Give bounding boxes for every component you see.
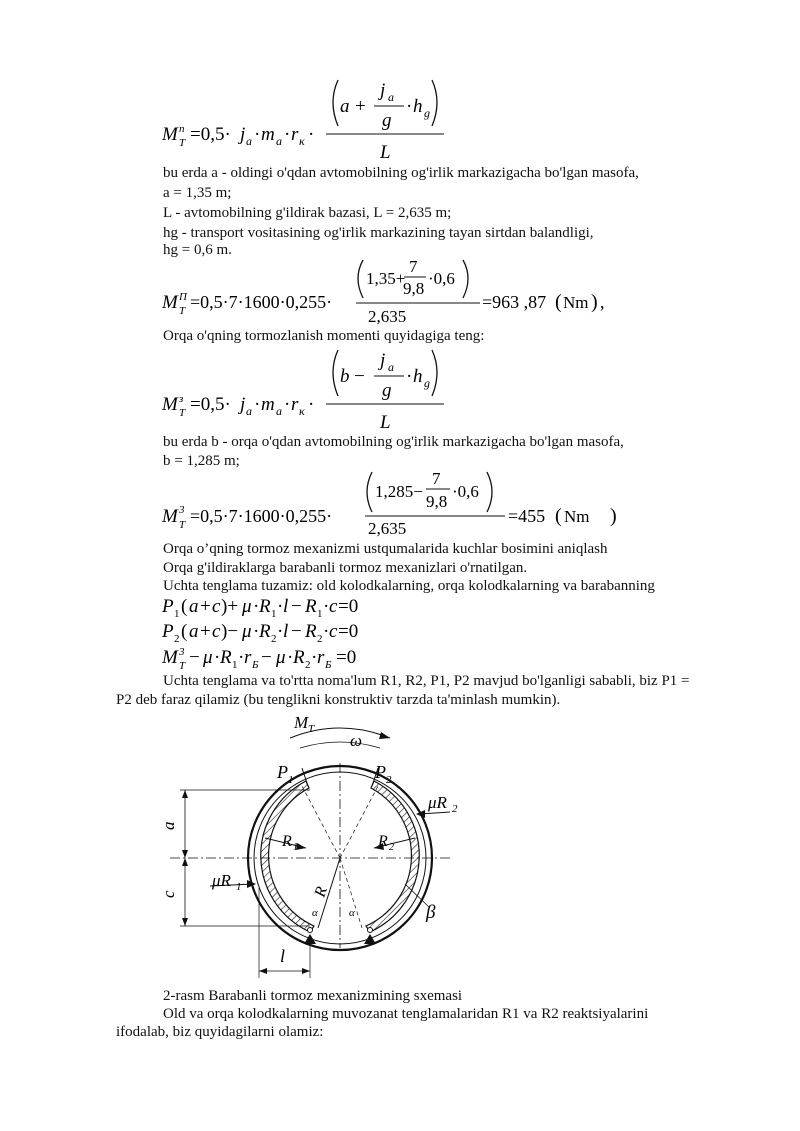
svg-text:=0: =0 (338, 596, 359, 617)
svg-text:·: · (238, 647, 245, 668)
svg-text:=0,5·7·1600·0,255·: =0,5·7·1600·0,255· (190, 506, 333, 526)
svg-text:r: r (291, 124, 299, 145)
svg-text:)−: )− (221, 621, 239, 642)
svg-text:=963 ,87: =963 ,87 (482, 292, 547, 312)
svg-text:=0,5·: =0,5· (190, 124, 231, 145)
svg-text:κ: κ (299, 134, 305, 148)
paragraph-three-equations: Uchta tenglama tuzamiz: old kolodkalarning, orqa kolodkalarning va barabanning (163, 578, 655, 594)
svg-text:−: − (261, 647, 272, 668)
svg-text:1: 1 (288, 774, 294, 786)
svg-text:·: · (254, 394, 261, 415)
svg-text:2: 2 (271, 633, 277, 645)
svg-text:1: 1 (317, 608, 323, 620)
svg-text:l: l (283, 621, 289, 642)
label-mur2: μR (428, 793, 447, 812)
svg-text:j: j (240, 394, 246, 415)
equation-rear-moment-calculation (160, 466, 630, 538)
svg-text:=455: =455 (508, 506, 546, 526)
svg-text:a: a (276, 134, 282, 148)
svg-text:M: M (162, 506, 178, 527)
svg-text:·: · (214, 647, 221, 668)
svg-text:T: T (179, 305, 186, 317)
value-b: b = 1,285 m; (163, 453, 240, 469)
svg-text:R: R (305, 621, 317, 642)
svg-text:2: 2 (386, 774, 392, 786)
svg-text:−: − (354, 366, 365, 387)
svg-text:c: c (329, 596, 338, 617)
label-beta: β (426, 902, 436, 923)
paragraph-a-definition: bu erda a - oldingi o'qdan avtomobilning og'irlik markazigacha bo'lgan masofa, (163, 165, 639, 181)
svg-text:·: · (284, 124, 291, 145)
svg-text:1,35+: 1,35+ (366, 269, 406, 288)
svg-text:c: c (329, 621, 338, 642)
svg-text:g: g (382, 380, 392, 401)
svg-text:1: 1 (232, 659, 238, 671)
svg-text:·: · (406, 366, 413, 387)
svg-text:T: T (308, 723, 315, 735)
svg-text:c: c (212, 596, 221, 617)
svg-text:T: T (179, 137, 186, 149)
svg-text:з: з (179, 393, 184, 405)
svg-text:·: · (284, 394, 291, 415)
label-c: c (159, 890, 178, 898)
svg-text:M: M (162, 124, 178, 145)
svg-text:a: a (246, 134, 252, 148)
label-alpha-2: α (349, 907, 355, 919)
svg-text:1: 1 (174, 608, 180, 620)
svg-text:r: r (291, 394, 299, 415)
svg-text:+: + (200, 596, 211, 617)
svg-text:κ: κ (299, 404, 305, 418)
svg-text:3: 3 (179, 646, 185, 658)
svg-text:·0,6: ·0,6 (452, 482, 479, 501)
value-hg: hg = 0,6 m. (163, 242, 232, 258)
svg-text:−: − (291, 621, 302, 642)
svg-text:a: a (189, 596, 199, 617)
svg-text:c: c (212, 621, 221, 642)
svg-text:)+: )+ (221, 596, 239, 617)
drum-brake-diagram (150, 708, 490, 980)
svg-text:−: − (189, 647, 200, 668)
svg-text:·: · (254, 124, 261, 145)
svg-text:·: · (253, 621, 260, 642)
svg-text:2: 2 (389, 842, 394, 853)
svg-text:=0: =0 (338, 621, 359, 642)
svg-text:j: j (380, 80, 386, 101)
svg-text:): ) (610, 505, 617, 527)
svg-text:j: j (240, 124, 246, 145)
svg-text:2,635: 2,635 (368, 519, 407, 538)
svg-text:μ: μ (242, 621, 252, 642)
paragraph-assumption: P2 deb faraz qilamiz (bu tenglikni konstruktiv tarzda ta'minlash mumkin). (116, 692, 561, 708)
svg-text:Б: Б (325, 659, 332, 671)
svg-text:·: · (308, 124, 315, 145)
svg-text:R: R (305, 596, 317, 617)
paragraph-b-definition: bu erda b - orqa o'qdan avtomobilning og'irlik markazigacha bo'lgan masofa, (163, 434, 624, 450)
label-r2: R (378, 833, 388, 850)
svg-text:b: b (340, 366, 350, 387)
svg-text:2: 2 (174, 633, 180, 645)
svg-text:2: 2 (317, 633, 323, 645)
svg-text:R: R (293, 647, 305, 668)
svg-text:=0,5·7·1600·0,255·: =0,5·7·1600·0,255· (190, 292, 333, 312)
svg-text:(: ( (555, 505, 562, 527)
svg-text:M: M (162, 292, 178, 313)
svg-text:7: 7 (409, 257, 418, 276)
svg-text:m: m (261, 124, 275, 145)
label-r: R (311, 884, 331, 900)
svg-text:=0,5·: =0,5· (190, 394, 231, 415)
svg-text:1,285−: 1,285− (375, 482, 423, 501)
svg-text:M: M (162, 647, 178, 668)
svg-text:h: h (413, 366, 423, 387)
svg-text:m: m (261, 394, 275, 415)
svg-text:·: · (253, 596, 260, 617)
svg-text:2: 2 (305, 659, 311, 671)
svg-text:9,8: 9,8 (403, 279, 425, 298)
svg-text:L: L (380, 142, 391, 163)
label-p1: P (277, 762, 288, 782)
label-p2: P (375, 762, 386, 782)
svg-text:2: 2 (452, 803, 458, 815)
svg-text:): ) (591, 291, 598, 313)
svg-text:·: · (311, 647, 318, 668)
label-r1: R (282, 833, 292, 850)
svg-text:T: T (179, 519, 186, 531)
right-pivot (364, 934, 376, 944)
equation-front-moment-calculation (160, 256, 630, 328)
left-brake-shoe (261, 781, 314, 932)
paragraph-unknowns: Uchta tenglama va to'rtta noma'lum R1, R2, P1, P2 mavjud bo'lganligi sababli, biz P1 = (163, 673, 690, 689)
equation-front-braking-moment-formula (160, 74, 460, 166)
svg-text:g: g (424, 376, 430, 390)
svg-text:R: R (259, 596, 271, 617)
svg-text:·: · (323, 621, 330, 642)
paragraph-l-definition: L - avtomobilning g'ildirak bazasi, L = 2,635 m; (163, 205, 452, 221)
svg-text:+: + (355, 96, 366, 117)
svg-text:Nm: Nm (563, 293, 589, 312)
equation-system (160, 592, 420, 672)
svg-text:(: ( (181, 596, 188, 617)
paragraph-result-intro: ifodalab, biz quyidagilarni olamiz: (116, 1024, 324, 1040)
label-mt: M (294, 713, 309, 732)
svg-text:R: R (220, 647, 232, 668)
svg-text:j: j (380, 350, 386, 371)
svg-text:μ: μ (276, 647, 286, 668)
svg-text:·: · (277, 596, 284, 617)
svg-text:g: g (382, 110, 392, 131)
paragraph-rear-moment-intro: Orqa o'qning tormozlanish momenti quyidagiga teng: (163, 328, 485, 344)
svg-text:h: h (413, 96, 423, 117)
paragraph-drum-brakes: Orqa g'ildiraklarga barabanli tormoz mexanizlari o'rnatilgan. (163, 560, 528, 576)
svg-text:P: P (162, 621, 174, 642)
svg-text:(: ( (181, 621, 188, 642)
svg-text:n: n (179, 123, 185, 135)
svg-text:T: T (179, 407, 186, 419)
svg-text:9,8: 9,8 (426, 492, 448, 511)
svg-text:(: ( (555, 291, 562, 313)
svg-text:μ: μ (203, 647, 213, 668)
svg-text:−: − (291, 596, 302, 617)
label-a: a (159, 821, 178, 830)
svg-text:T: T (179, 660, 186, 672)
label-omega: ω (350, 731, 363, 750)
svg-text:M: M (162, 394, 178, 415)
svg-text:+: + (200, 621, 211, 642)
svg-text:Б: Б (252, 659, 259, 671)
svg-text:a: a (189, 621, 199, 642)
svg-text:l: l (283, 596, 289, 617)
svg-text:r: r (317, 647, 325, 668)
svg-text:r: r (244, 647, 252, 668)
svg-text:·0,6: ·0,6 (428, 269, 455, 288)
svg-text:g: g (424, 106, 430, 120)
svg-text:2,635: 2,635 (368, 307, 407, 326)
svg-text:L: L (380, 412, 391, 433)
paragraph-equilibrium: Old va orqa kolodkalarning muvozanat tenglamalaridan R1 va R2 reaktsiyalarini (163, 1006, 649, 1022)
svg-text:3: 3 (179, 504, 185, 516)
label-alpha-1: α (312, 907, 318, 919)
svg-text:·: · (406, 96, 413, 117)
svg-text:·: · (323, 596, 330, 617)
label-mur1: μR (212, 871, 231, 890)
svg-text:Nm: Nm (564, 507, 590, 526)
svg-text:1: 1 (271, 608, 277, 620)
svg-text:7: 7 (432, 469, 441, 488)
paragraph-hg-definition: hg - transport vositasining og'irlik markazining tayan sirtdan balandligi, (163, 225, 594, 241)
svg-text:a: a (340, 96, 350, 117)
svg-text:a: a (246, 404, 252, 418)
svg-text:a: a (388, 90, 394, 104)
right-brake-shoe (366, 781, 419, 932)
svg-text:·: · (287, 647, 294, 668)
svg-text:·: · (277, 621, 284, 642)
equation-rear-braking-moment-formula (160, 344, 460, 436)
svg-text:a: a (388, 360, 394, 374)
svg-text:·: · (308, 394, 315, 415)
svg-text:1: 1 (293, 842, 298, 853)
svg-text:P: P (162, 596, 174, 617)
label-l: l (280, 946, 286, 966)
svg-text:П: П (179, 291, 187, 303)
svg-text:,: , (600, 292, 605, 312)
figure-caption: 2-rasm Barabanli tormoz mexanizmining sxemasi (163, 988, 463, 1004)
svg-text:a: a (276, 404, 282, 418)
value-a: a = 1,35 m; (163, 185, 232, 201)
left-pivot (304, 934, 316, 944)
svg-text:1: 1 (236, 881, 242, 893)
svg-text:=0: =0 (336, 647, 357, 668)
svg-text:μ: μ (242, 596, 252, 617)
svg-text:R: R (259, 621, 271, 642)
paragraph-rear-brake-heading: Orqa o’qning tormoz mexanizmi ustqumalarida kuchlar bosimini aniqlash (163, 541, 608, 557)
